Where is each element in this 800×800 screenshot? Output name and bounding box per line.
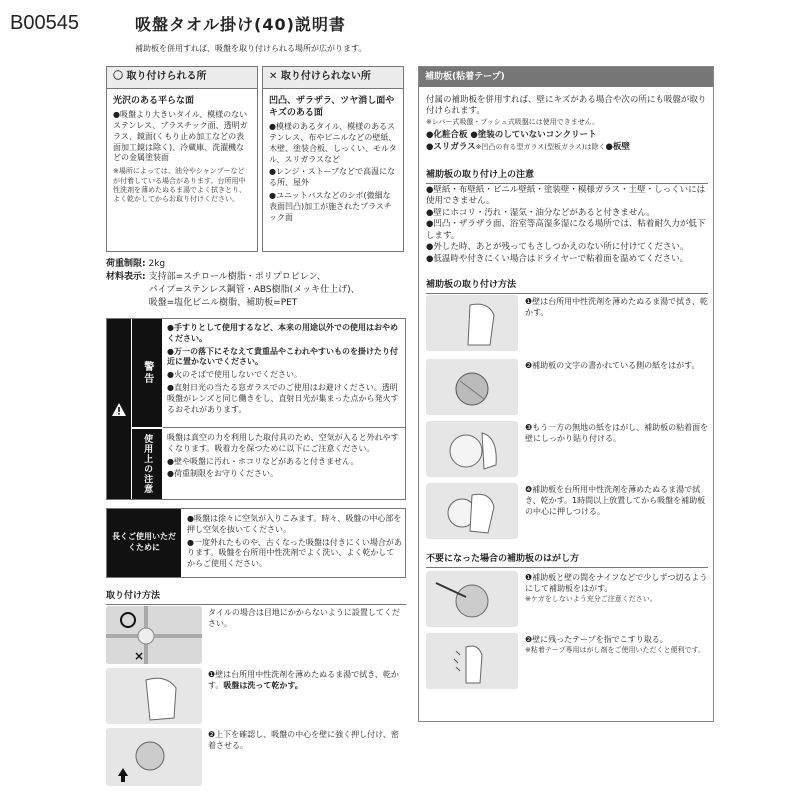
tile-grid-icon [106,606,202,664]
longuse-item-2: ●一度外れたものや、古くなった吸盤は付きにくい場合があります。吸盤を台所用中性洗剤でよく洗い、よく乾かしてからご使用ください。 [187,537,402,569]
aux-step-1: ❶壁は台所用中性洗剤を薄めたぬるま湯で拭き、乾かす。 [525,297,708,317]
warning-item-4: ●直射日光の当たる窓ガラスでのご使用はお避けください。透明吸盤がレンズと同じ働きをし、直射日光が集まった点から発火するおそれがあります。 [167,382,399,414]
ok-item-1: ●吸盤より大きいタイル、模様のないステンレス、プラスチック面、透明ガラス、鏡面(くもり止め加工などの表面加工鏡は除く)、冷蔵庫、洗濯機などの金属塗装面 [113,110,248,163]
aux-cautions-heading: 補助板の取り付け上の注意 [426,169,708,184]
warning-item-2: ●万一の落下にそなえて貴重品やこわれやすいものを掛けたり付近に置かないでください。 [167,346,398,367]
ng-box-header: ✕ 取り付けられない所 [263,67,403,89]
aux-panel [418,66,714,722]
caution-label: 使用上の注意 [142,434,153,494]
aux-places-1: ●化粧合板 ●塗装のしていないコンクリート [426,130,597,141]
aux-places-2-note: ※凹凸の有る型ガラス(型板ガラス)は除く [475,142,606,151]
hand-wipe-icon [426,483,518,539]
aux-step2-illustration [426,359,518,415]
aux-remove-1-text: ❶補助板と壁の間をナイフなどで少しずつ切るようにして補助板をはがす。 [525,573,708,593]
caution-label-cell [132,429,162,499]
aux-intro [426,95,708,153]
wipe-illustration [106,668,202,724]
ok-box-header: 〇 取り付けられる所 [107,67,257,89]
longuse-items [187,514,402,570]
load-value: 2kg [148,259,166,269]
aux-method-heading: 補助板の取り付け方法 [426,279,708,294]
ng-item-1: ●模様のあるタイル、模様のあるステンレス、布やビニルなどの壁紙、木壁、塗装合板、しっくい、モルタル、スリガラスなど [269,122,397,164]
install-step1-text: ❶壁は台所用中性洗剤を薄めたぬるま湯で拭き、乾かす。 [208,670,399,690]
aux-remove-1-note: ※ケガをしないよう充分ご注意ください。 [525,594,657,603]
aux-remove-heading: 不要になった場合の補助板のはがし方 [426,553,708,568]
aux-step1-illustration [426,295,518,351]
page-title: 吸盤タオル掛け(40)説明書 [135,15,346,34]
warning-label: 警告 [141,361,153,385]
aux-remove-2 [525,635,709,655]
aux-places-2: ●スリガラス [426,141,476,152]
material-label: 材料表示: [106,272,146,283]
warning-block [106,318,406,500]
finger-rub-icon [426,633,518,689]
warning-icon-column [107,319,131,499]
aux-intro-text: 付属の補助板を併用すれば、壁にキズがある場合や次の所にも吸盤が取り付けられます。 [426,95,707,117]
longuse-block [106,508,406,578]
specs [106,258,406,310]
caution-item-3: ●荷重制限をお守りください。 [167,469,278,479]
aux-caution-3: ●凹凸・ザラザラ面、浴室等高湿多湿になる場所では、粘着耐久力が低下します。 [426,219,706,241]
aux-remove-1 [525,573,709,604]
press-suction-icon [106,728,202,786]
material-line-3: 吸盤=塩化ビニル樹脂、補助板=PET [148,298,298,309]
ng-box-heading: 凹凸、ザラザラ、ツヤ消し面やキズのある面 [269,96,395,119]
ok-box [106,66,258,252]
aux-caution-5: ●低温時や付きにくい場合はドライヤーで粘着面を温めてください。 [426,253,689,264]
hand-wipe-icon [106,668,202,724]
aux-caution-4: ●外した時、あとが残ってもさしつかえのない所に付けてください。 [426,242,689,253]
knife-peel-icon [426,571,518,627]
ng-item-2: ●レンジ・ストーブなどで高温になる所、屋外 [269,167,396,188]
install-step1 [208,670,406,692]
aux-step3-illustration [426,421,518,477]
warning-item-1: ●手すりとして使用するなど、本来の用途以外での使用はおやめください。 [167,323,398,343]
install-step2: ❷上下を確認し、吸盤の中心を壁に強く押し付け、密着させる。 [208,730,399,750]
aux-places-2-end: ●板壁 [605,141,630,152]
aux-step4-illustration [426,483,518,539]
longuse-item-1: ●吸盤は徐々に空気が入りこみます。時々、吸盤の中心部を押し空気を抜いてください。 [187,514,402,534]
material-line-1: 支持部=スチロール樹脂・ポリプロピレン、 [148,272,326,283]
ok-item-note: ※場所によっては、油分やシャンプーなどが付着している場合があります。台所用中性洗剤を薄めたぬるま湯でよく拭きとり、よく乾かしてからお取り付けください。 [113,167,246,204]
attach-plate-icon [426,421,518,477]
ng-item-3: ●ユニットバスなどのシボ(微細な表面凹凸)加工が施されたプラスチック面 [269,191,392,222]
aux-step-4: ❹補助板を台所用中性洗剤を薄めたぬるま湯で拭き、乾かす。1時間以上放置してから吸盤を補助板の中心に押しつける。 [525,485,706,516]
aux-remove2-illustration [426,633,518,689]
warning-item-3: ●火のそばで使用しないでください。 [167,370,302,380]
warning-triangle-icon [111,402,127,417]
aux-remove-2-text: ❷壁に残ったテープを指でこすり取る。 [525,635,668,644]
ok-box-heading: 光沢のある平らな面 [113,96,195,106]
aux-header: 補助板(粘着テープ) [419,67,713,87]
tile-illustration [106,606,202,664]
aux-caution-2: ●壁にホコリ・汚れ・湿気・油分などがあると付きません。 [426,207,655,218]
svg-text:×: × [134,649,145,663]
aux-intro-note: ※レバー式吸盤・プッシュ式吸盤には使用できません。 [426,117,600,126]
hand-wipe-icon [426,295,518,351]
aux-caution-1: ●壁紙・布壁紙・ビニル壁紙・塗装壁・模様ガラス・土壁・しっくいには使用できません。 [426,185,706,207]
peel-paper-icon [426,359,518,415]
aux-cautions [426,185,708,265]
page-subtitle: 補助板を併用すれば、吸盤を取り付けられる場所が広がります。 [135,44,367,53]
install-step0: タイルの場合は目地にかからないように設置してください。 [208,608,400,628]
aux-remove1-illustration [426,571,518,627]
caution-item-1: 吸盤は真空の力を利用した取付具のため、空気が入ると外れやすくなります。吸着力を保つために以下にご注意ください。 [167,433,399,453]
press-illustration [106,728,202,786]
aux-step-3: ❸もう一方の無地の紙をはがし、補助板の粘着面を壁にしっかり貼り付ける。 [525,423,709,443]
aux-step-2: ❷補助板の文字の書かれている側の紙をはがす。 [525,361,700,370]
longuse-label-cell [107,509,181,577]
caution-items [167,433,403,480]
caution-item-2: ●壁や吸盤に汚れ・ホコリなどがあると付きません。 [167,456,359,466]
ng-box [262,66,404,252]
install-heading: 取り付け方法 [106,590,406,605]
warning-label-cell [132,319,162,427]
material-line-2: パイプ=ステンレス鋼管・ABS樹脂(メッキ仕上げ)、 [148,285,360,296]
product-code: B00545 [10,12,79,34]
warning-items [167,323,403,415]
install-step1-bold: 吸盤は洗って乾かす。 [223,680,303,690]
aux-remove-2-note: ※粘着テープ専用はがし剤をご使用いただくと便利です。 [525,645,705,654]
longuse-label: 長くご使用いただくために [112,532,176,552]
load-label: 荷重制限: [106,259,146,269]
